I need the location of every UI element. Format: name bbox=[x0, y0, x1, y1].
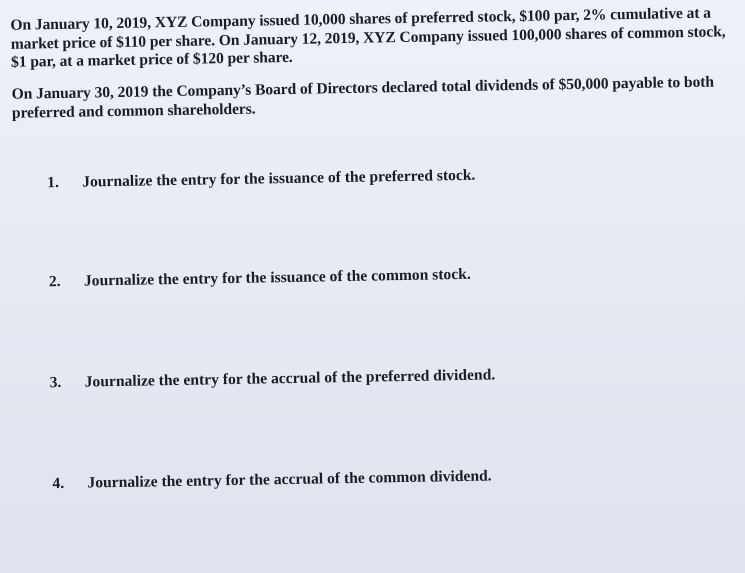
question-3 bbox=[50, 366, 496, 392]
intro-paragraph-dividends: On January 30, 2019 the Company’s Board of Directors declared total dividends of $50,000 payable to both preferred and common shareholders. bbox=[11, 73, 715, 122]
intro-paragraph-stock-issuance: On January 10, 2019, XYZ Company issued 10,000 shares of preferred stock, $100 par, 2% cumulative at a market price of $110 per share. On January 12, 2019, XYZ Company issued 100,000 shares of common stock, $1 par, at a market price of $120 per share. bbox=[10, 4, 726, 71]
question-2-text: Journalize the entry for the issuance of the common stock. bbox=[83, 265, 471, 290]
question-3-text: Journalize the entry for the accrual of the preferred dividend. bbox=[84, 366, 496, 391]
question-3-number: 3. bbox=[49, 373, 62, 392]
question-2 bbox=[49, 266, 471, 291]
question-4-number: 4. bbox=[52, 474, 65, 493]
question-2-number: 2. bbox=[48, 272, 61, 291]
question-4 bbox=[52, 467, 491, 493]
question-4-text: Journalize the entry for the accrual of the common dividend. bbox=[87, 467, 492, 492]
question-1 bbox=[47, 167, 475, 192]
question-1-number: 1. bbox=[47, 174, 60, 192]
question-1-text: Journalize the entry for the issuance of the preferred stock. bbox=[82, 166, 476, 191]
